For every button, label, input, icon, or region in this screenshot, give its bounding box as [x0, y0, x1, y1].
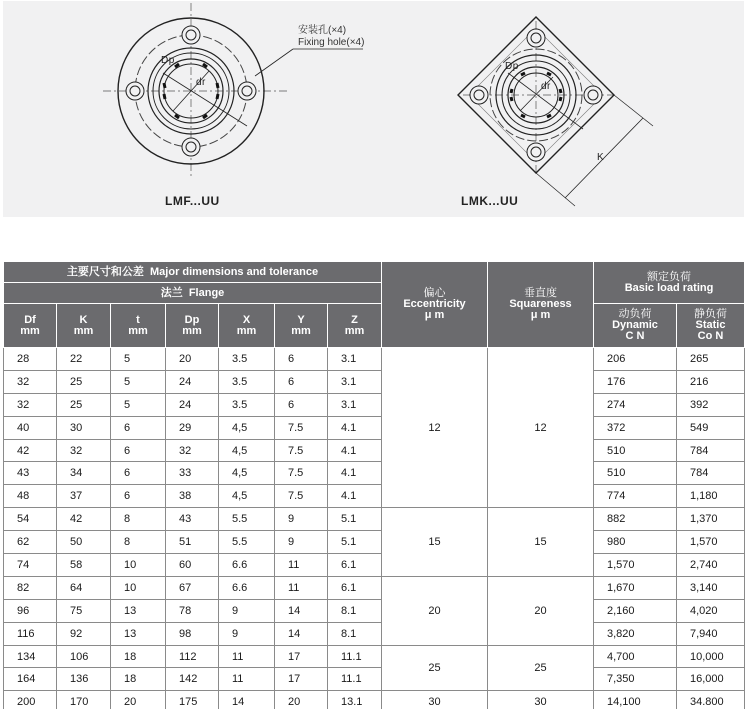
- table-cell: 28: [4, 348, 57, 371]
- table-cell: 7.5: [275, 462, 328, 485]
- dynamic-load-cell: 510: [594, 439, 677, 462]
- dynamic-load-cell: 882: [594, 508, 677, 531]
- table-cell: 20: [111, 691, 166, 709]
- dynamic-load-cell: 274: [594, 393, 677, 416]
- table-cell: 10: [111, 576, 166, 599]
- fixing-hole-callout: [298, 25, 364, 49]
- table-row: [4, 370, 745, 393]
- table-cell: 54: [4, 508, 57, 531]
- table-row: [4, 645, 745, 668]
- table-cell: 106: [57, 645, 111, 668]
- dynamic-load-header: 动负荷 Dynamic C N: [594, 304, 677, 348]
- table-cell: 11: [219, 645, 275, 668]
- dynamic-load-cell: 3,820: [594, 622, 677, 645]
- table-cell: 5: [111, 348, 166, 371]
- table-cell: 10: [111, 554, 166, 577]
- table-cell: 34: [57, 462, 111, 485]
- table-cell: 32: [57, 439, 111, 462]
- table-cell: 11: [219, 668, 275, 691]
- table-cell: 58: [57, 554, 111, 577]
- table-cell: 13.1: [328, 691, 382, 709]
- table-cell: 22: [57, 348, 111, 371]
- table-cell: 4.1: [328, 485, 382, 508]
- table-cell: 78: [166, 599, 219, 622]
- table-cell: 20: [275, 691, 328, 709]
- table-row: [4, 393, 745, 416]
- static-load-cell: 392: [677, 393, 745, 416]
- static-load-cell: 784: [677, 439, 745, 462]
- basic-load-rating-header: 额定负荷 Basic load rating: [594, 262, 745, 304]
- table-row: [4, 668, 745, 691]
- column-header-k: K mm: [57, 304, 111, 348]
- table-cell: 5.1: [328, 508, 382, 531]
- table-cell: 13: [111, 599, 166, 622]
- column-header-z: Z mm: [328, 304, 382, 348]
- table-cell: 3.1: [328, 370, 382, 393]
- table-cell: 60: [166, 554, 219, 577]
- table-cell: 5.5: [219, 508, 275, 531]
- dynamic-load-cell: 980: [594, 531, 677, 554]
- table-cell: 17: [275, 668, 328, 691]
- specification-table-body: [4, 348, 745, 709]
- table-cell: 6.1: [328, 554, 382, 577]
- square-flange-drawing: [458, 17, 653, 206]
- table-cell: 82: [4, 576, 57, 599]
- static-load-cell: 34.800: [677, 691, 745, 709]
- table-row: [4, 416, 745, 439]
- static-load-cell: 1,370: [677, 508, 745, 531]
- flange-drawings: [3, 1, 744, 217]
- table-row: [4, 508, 745, 531]
- table-cell: 3.5: [219, 393, 275, 416]
- eccentricity-value: 15: [382, 508, 488, 577]
- static-load-cell: 265: [677, 348, 745, 371]
- table-cell: 42: [57, 508, 111, 531]
- table-cell: 170: [57, 691, 111, 709]
- squareness-value: 15: [488, 508, 594, 577]
- table-cell: 48: [4, 485, 57, 508]
- table-cell: 51: [166, 531, 219, 554]
- column-header-df: Df mm: [4, 304, 57, 348]
- table-cell: 14: [275, 599, 328, 622]
- table-cell: 3.5: [219, 348, 275, 371]
- table-cell: 13: [111, 622, 166, 645]
- table-cell: 6: [275, 348, 328, 371]
- table-cell: 20: [166, 348, 219, 371]
- static-load-cell: 4,020: [677, 599, 745, 622]
- table-cell: 30: [57, 416, 111, 439]
- table-cell: 175: [166, 691, 219, 709]
- table-cell: 200: [4, 691, 57, 709]
- table-cell: 24: [166, 370, 219, 393]
- table-cell: 75: [57, 599, 111, 622]
- eccentricity-value: 20: [382, 576, 488, 645]
- technical-drawing-panel: [3, 1, 744, 217]
- table-cell: 40: [4, 416, 57, 439]
- table-cell: 62: [4, 531, 57, 554]
- table-row: [4, 554, 745, 577]
- column-header-dp: Dp mm: [166, 304, 219, 348]
- squareness-value: 30: [488, 691, 594, 709]
- column-header-t: t mm: [111, 304, 166, 348]
- table-cell: 64: [57, 576, 111, 599]
- table-cell: 11.1: [328, 645, 382, 668]
- table-cell: 5.5: [219, 531, 275, 554]
- k-dimension-label: K: [597, 152, 605, 163]
- static-load-header: 静负荷 Static Co N: [677, 304, 745, 348]
- table-cell: 5.1: [328, 531, 382, 554]
- table-cell: 37: [57, 485, 111, 508]
- table-cell: 9: [275, 508, 328, 531]
- eccentricity-header: 偏心 Eccentricity μ m: [382, 262, 488, 348]
- table-cell: 18: [111, 645, 166, 668]
- table-row: [4, 462, 745, 485]
- table-cell: 74: [4, 554, 57, 577]
- table-cell: 8: [111, 508, 166, 531]
- table-cell: 25: [57, 370, 111, 393]
- dynamic-load-cell: 774: [594, 485, 677, 508]
- table-cell: 43: [4, 462, 57, 485]
- table-cell: 18: [111, 668, 166, 691]
- dynamic-load-cell: 4,700: [594, 645, 677, 668]
- table-cell: 50: [57, 531, 111, 554]
- eccentricity-value: 30: [382, 691, 488, 709]
- table-cell: 4,5: [219, 462, 275, 485]
- table-cell: 7.5: [275, 485, 328, 508]
- table-cell: 6.1: [328, 576, 382, 599]
- table-cell: 32: [4, 393, 57, 416]
- column-header-y: Y mm: [275, 304, 328, 348]
- table-row: [4, 485, 745, 508]
- static-load-cell: 3,140: [677, 576, 745, 599]
- table-cell: 6: [111, 416, 166, 439]
- fixing-hole-callout-en: Fixing hole(×4): [298, 37, 365, 48]
- table-cell: 8.1: [328, 599, 382, 622]
- squareness-value: 25: [488, 645, 594, 691]
- dynamic-load-cell: 176: [594, 370, 677, 393]
- static-load-cell: 216: [677, 370, 745, 393]
- table-cell: 11: [275, 554, 328, 577]
- table-cell: 38: [166, 485, 219, 508]
- table-cell: 25: [57, 393, 111, 416]
- table-cell: 8.1: [328, 622, 382, 645]
- table-cell: 14: [275, 622, 328, 645]
- eccentricity-value: 12: [382, 348, 488, 508]
- dynamic-load-cell: 510: [594, 462, 677, 485]
- table-cell: 6: [275, 393, 328, 416]
- static-load-cell: 16,000: [677, 668, 745, 691]
- lmf-model-label: LMF...UU: [165, 194, 220, 208]
- table-cell: 17: [275, 645, 328, 668]
- dr-dimension-label-square: dr: [541, 81, 551, 92]
- specification-table: [3, 261, 745, 709]
- table-cell: 33: [166, 462, 219, 485]
- table-cell: 6: [111, 439, 166, 462]
- table-row: [4, 599, 745, 622]
- static-load-cell: 1,570: [677, 531, 745, 554]
- table-cell: 9: [275, 531, 328, 554]
- squareness-header: 垂直度 Squareness μ m: [488, 262, 594, 348]
- table-cell: 5: [111, 393, 166, 416]
- table-cell: 42: [4, 439, 57, 462]
- dynamic-load-cell: 1,670: [594, 576, 677, 599]
- table-cell: 11.1: [328, 668, 382, 691]
- table-cell: 4,5: [219, 485, 275, 508]
- static-load-cell: 1,180: [677, 485, 745, 508]
- table-cell: 24: [166, 393, 219, 416]
- table-cell: 116: [4, 622, 57, 645]
- table-cell: 67: [166, 576, 219, 599]
- table-cell: 4.1: [328, 439, 382, 462]
- static-load-cell: 2,740: [677, 554, 745, 577]
- table-cell: 11: [275, 576, 328, 599]
- table-cell: 164: [4, 668, 57, 691]
- table-cell: 8: [111, 531, 166, 554]
- dynamic-load-cell: 1,570: [594, 554, 677, 577]
- table-row: [4, 439, 745, 462]
- squareness-value: 12: [488, 348, 594, 508]
- table-cell: 6.6: [219, 554, 275, 577]
- table-cell: 4.1: [328, 416, 382, 439]
- table-cell: 136: [57, 668, 111, 691]
- table-cell: 6.6: [219, 576, 275, 599]
- table-cell: 4,5: [219, 439, 275, 462]
- dp-dimension-label-square: Dp: [505, 61, 519, 72]
- table-cell: 14: [219, 691, 275, 709]
- table-cell: 96: [4, 599, 57, 622]
- table-cell: 3.1: [328, 348, 382, 371]
- table-cell: 9: [219, 622, 275, 645]
- table-row: [4, 691, 745, 709]
- table-cell: 43: [166, 508, 219, 531]
- table-cell: 134: [4, 645, 57, 668]
- dynamic-load-cell: 372: [594, 416, 677, 439]
- column-header-x: X mm: [219, 304, 275, 348]
- squareness-value: 20: [488, 576, 594, 645]
- table-cell: 3.1: [328, 393, 382, 416]
- table-cell: 3.5: [219, 370, 275, 393]
- table-cell: 92: [57, 622, 111, 645]
- table-cell: 142: [166, 668, 219, 691]
- table-cell: 7.5: [275, 439, 328, 462]
- dr-dimension-label: dr: [196, 77, 206, 88]
- fixing-hole-callout-cn: 安装孔(×4): [298, 25, 347, 36]
- dynamic-load-cell: 14,100: [594, 691, 677, 709]
- table-cell: 98: [166, 622, 219, 645]
- table-cell: 112: [166, 645, 219, 668]
- dp-dimension-label: Dp: [161, 55, 175, 66]
- dynamic-load-cell: 2,160: [594, 599, 677, 622]
- static-load-cell: 7,940: [677, 622, 745, 645]
- table-cell: 7.5: [275, 416, 328, 439]
- static-load-cell: 10,000: [677, 645, 745, 668]
- dynamic-load-cell: 7,350: [594, 668, 677, 691]
- flange-header: 法兰 Flange: [4, 283, 382, 304]
- table-cell: 5: [111, 370, 166, 393]
- table-cell: 6: [275, 370, 328, 393]
- table-row: [4, 622, 745, 645]
- table-cell: 9: [219, 599, 275, 622]
- table-cell: 29: [166, 416, 219, 439]
- static-load-cell: 784: [677, 462, 745, 485]
- table-row: [4, 576, 745, 599]
- table-cell: 32: [166, 439, 219, 462]
- table-cell: 6: [111, 485, 166, 508]
- table-cell: 32: [4, 370, 57, 393]
- table-cell: 4.1: [328, 462, 382, 485]
- table-cell: 6: [111, 462, 166, 485]
- table-row: [4, 348, 745, 371]
- static-load-cell: 549: [677, 416, 745, 439]
- dynamic-load-cell: 206: [594, 348, 677, 371]
- lmk-model-label: LMK...UU: [461, 194, 519, 208]
- major-dimensions-header: 主要尺寸和公差 Major dimensions and tolerance: [4, 262, 382, 283]
- eccentricity-value: 25: [382, 645, 488, 691]
- table-row: [4, 531, 745, 554]
- table-cell: 4,5: [219, 416, 275, 439]
